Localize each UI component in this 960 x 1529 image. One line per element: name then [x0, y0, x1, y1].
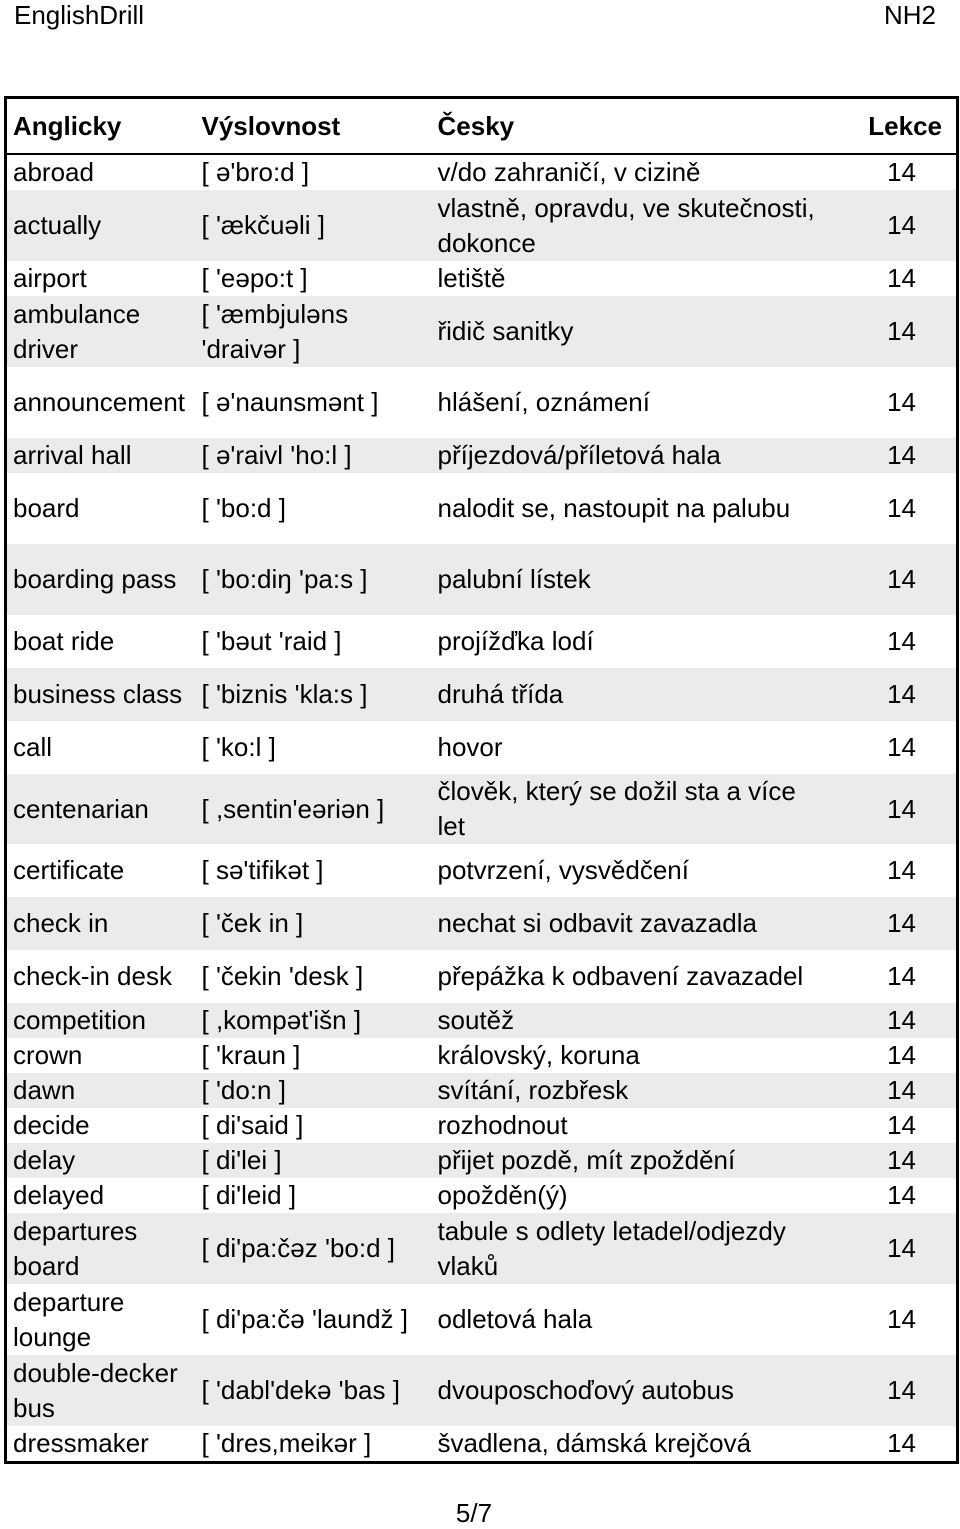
cell-pronunciation: [ 'æmbjuləns 'draivər ] — [196, 296, 432, 367]
cell-lesson: 14 — [826, 190, 958, 261]
cell-english: check in — [6, 897, 196, 950]
cell-english: dawn — [6, 1073, 196, 1108]
cell-czech: hovor — [437, 732, 503, 762]
table-row — [6, 1108, 958, 1143]
table-row — [6, 844, 958, 897]
cell-lesson: 14 — [826, 296, 958, 367]
cell-czech: člověk, který se dožil sta a více let — [432, 774, 826, 844]
cell-lesson: 14 — [826, 1213, 958, 1284]
cell-english: decide — [13, 1110, 90, 1140]
cell-english: announcement — [13, 387, 186, 417]
cell-czech: palubní lístek — [432, 544, 826, 615]
cell-lesson: 14 — [887, 263, 916, 293]
cell-english: abroad — [13, 157, 94, 187]
column-header-pronunciation: Výslovnost — [196, 98, 432, 155]
cell-pronunciation: [ 'ækčuəli ] — [196, 190, 432, 261]
cell-english: airport — [13, 263, 87, 293]
cell-lesson: 14 — [887, 1304, 916, 1334]
table-row — [6, 367, 958, 438]
cell-czech: druhá třída — [432, 668, 826, 721]
table-row — [6, 897, 958, 950]
cell-pronunciation: [ ,kompət'išn ] — [196, 1003, 432, 1038]
cell-pronunciation: [ ,sentin'eəriən ] — [196, 774, 432, 844]
cell-english: boat ride — [13, 626, 115, 656]
cell-english: centenarian — [6, 774, 196, 844]
cell-english: boarding pass — [6, 544, 196, 615]
cell-pronunciation: [ sə'tifikət ] — [201, 855, 324, 885]
cell-czech: svítání, rozbřesk — [432, 1073, 826, 1108]
cell-lesson: 14 — [826, 1003, 958, 1038]
cell-lesson: 14 — [887, 1110, 916, 1140]
cell-lesson: 14 — [887, 855, 916, 885]
table-row — [6, 615, 958, 668]
cell-pronunciation: [ 'čekin 'desk ] — [201, 961, 364, 991]
table-row — [6, 1426, 958, 1463]
table-row — [6, 668, 958, 721]
cell-czech: dvouposchoďový autobus — [432, 1355, 826, 1426]
cell-czech: rozhodnout — [437, 1110, 568, 1140]
cell-czech: řidič sanitky — [432, 296, 826, 367]
document-code: NH2 — [883, 0, 936, 30]
cell-pronunciation: [ 'bo:d ] — [201, 493, 286, 523]
cell-pronunciation: [ ə'naunsmənt ] — [201, 387, 379, 417]
cell-pronunciation: [ 'ko:l ] — [201, 732, 276, 762]
table-row — [6, 1143, 958, 1178]
cell-pronunciation: [ di'pa:čə 'laundž ] — [201, 1304, 409, 1334]
cell-czech: projížďka lodí — [437, 626, 594, 656]
cell-english: departures board — [6, 1213, 196, 1284]
table-row — [6, 950, 958, 1003]
cell-lesson: 14 — [826, 668, 958, 721]
table-row — [6, 296, 958, 367]
table-row — [6, 1073, 958, 1108]
cell-czech: potvrzení, vysvědčení — [437, 855, 689, 885]
cell-lesson: 14 — [887, 1180, 916, 1210]
cell-pronunciation: [ 'dres,meikər ] — [201, 1428, 372, 1458]
cell-pronunciation: [ di'said ] — [201, 1110, 304, 1140]
column-header-english: Anglicky — [6, 98, 196, 155]
cell-czech: nechat si odbavit zavazadla — [432, 897, 826, 950]
cell-lesson: 14 — [887, 157, 916, 187]
table-row — [6, 1284, 958, 1355]
cell-czech: opožděn(ý) — [437, 1180, 568, 1210]
table-header-row — [6, 98, 958, 155]
cell-english: arrival hall — [6, 438, 196, 473]
cell-pronunciation: [ 'bo:diŋ 'pa:s ] — [196, 544, 432, 615]
cell-pronunciation: [ di'lei ] — [196, 1143, 432, 1178]
cell-pronunciation: [ di'leid ] — [201, 1180, 297, 1210]
cell-pronunciation: [ di'pa:čəz 'bo:d ] — [196, 1213, 432, 1284]
table-row — [6, 544, 958, 615]
cell-czech: přijet pozdě, mít zpoždění — [432, 1143, 826, 1178]
cell-czech: v/do zahraničí, v cizině — [437, 157, 701, 187]
table-row — [6, 1178, 958, 1213]
cell-lesson: 14 — [887, 493, 916, 523]
cell-czech: tabule s odlety letadel/odjezdy vlaků — [432, 1213, 826, 1284]
cell-english: call — [13, 732, 53, 762]
cell-pronunciation: [ 'kraun ] — [201, 1040, 301, 1070]
cell-english: ambulance driver — [6, 296, 196, 367]
table-row — [6, 473, 958, 544]
cell-lesson: 14 — [826, 544, 958, 615]
cell-pronunciation: [ 'ček in ] — [196, 897, 432, 950]
cell-czech: letiště — [437, 263, 506, 293]
table-row — [6, 1355, 958, 1426]
cell-pronunciation: [ ə'bro:d ] — [201, 157, 310, 187]
cell-lesson: 14 — [887, 961, 916, 991]
cell-czech: příjezdová/příletová hala — [432, 438, 826, 473]
table-row — [6, 438, 958, 473]
cell-lesson: 14 — [887, 1040, 916, 1070]
cell-english: delayed — [13, 1180, 105, 1210]
page-number: 5/7 — [455, 1498, 493, 1528]
cell-lesson: 14 — [826, 1143, 958, 1178]
table-row — [6, 1038, 958, 1073]
table-row — [6, 190, 958, 261]
cell-lesson: 14 — [826, 438, 958, 473]
table-body — [6, 154, 958, 1463]
cell-english: double-decker bus — [6, 1355, 196, 1426]
cell-lesson: 14 — [887, 626, 916, 656]
cell-english: competition — [6, 1003, 196, 1038]
cell-lesson: 14 — [887, 387, 916, 417]
column-header-lesson: Lekce — [826, 98, 958, 155]
column-header-czech: Česky — [432, 98, 826, 155]
cell-english: crown — [13, 1040, 83, 1070]
table-row — [6, 774, 958, 844]
cell-lesson: 14 — [826, 1355, 958, 1426]
table-row — [6, 154, 958, 190]
cell-english: departure lounge — [13, 1286, 125, 1352]
cell-pronunciation: [ 'do:n ] — [196, 1073, 432, 1108]
cell-czech: hlášení, oznámení — [437, 387, 650, 417]
app-title: EnglishDrill — [14, 0, 145, 30]
cell-czech: švadlena, dámská krejčová — [437, 1428, 752, 1458]
cell-english: delay — [6, 1143, 196, 1178]
cell-pronunciation: [ ə'raivl 'ho:l ] — [196, 438, 432, 473]
cell-english: business class — [6, 668, 196, 721]
cell-czech: soutěž — [432, 1003, 826, 1038]
cell-pronunciation: [ 'bəut 'raid ] — [201, 626, 342, 656]
cell-lesson: 14 — [887, 1428, 916, 1458]
vocabulary-table — [4, 96, 959, 1464]
cell-english: board — [13, 493, 80, 523]
cell-lesson: 14 — [826, 897, 958, 950]
cell-lesson: 14 — [826, 774, 958, 844]
table-row — [6, 261, 958, 296]
cell-czech: nalodit se, nastoupit na palubu — [437, 493, 791, 523]
table-row — [6, 1213, 958, 1284]
cell-czech: odletová hala — [437, 1304, 593, 1334]
cell-czech: přepážka k odbavení zavazadel — [437, 961, 804, 991]
cell-lesson: 14 — [826, 1073, 958, 1108]
cell-pronunciation: [ 'biznis 'kla:s ] — [196, 668, 432, 721]
table-row — [6, 721, 958, 774]
cell-english: check-in desk — [13, 961, 172, 991]
cell-english: certificate — [13, 855, 125, 885]
cell-pronunciation: [ 'dabl'dekə 'bas ] — [196, 1355, 432, 1426]
cell-czech: královský, koruna — [437, 1040, 640, 1070]
cell-english: dressmaker — [13, 1428, 149, 1458]
cell-lesson: 14 — [887, 732, 916, 762]
cell-english: actually — [6, 190, 196, 261]
cell-pronunciation: [ 'eəpo:t ] — [201, 263, 308, 293]
cell-czech: vlastně, opravdu, ve skutečnosti, dokonce — [432, 190, 826, 261]
table-row — [6, 1003, 958, 1038]
